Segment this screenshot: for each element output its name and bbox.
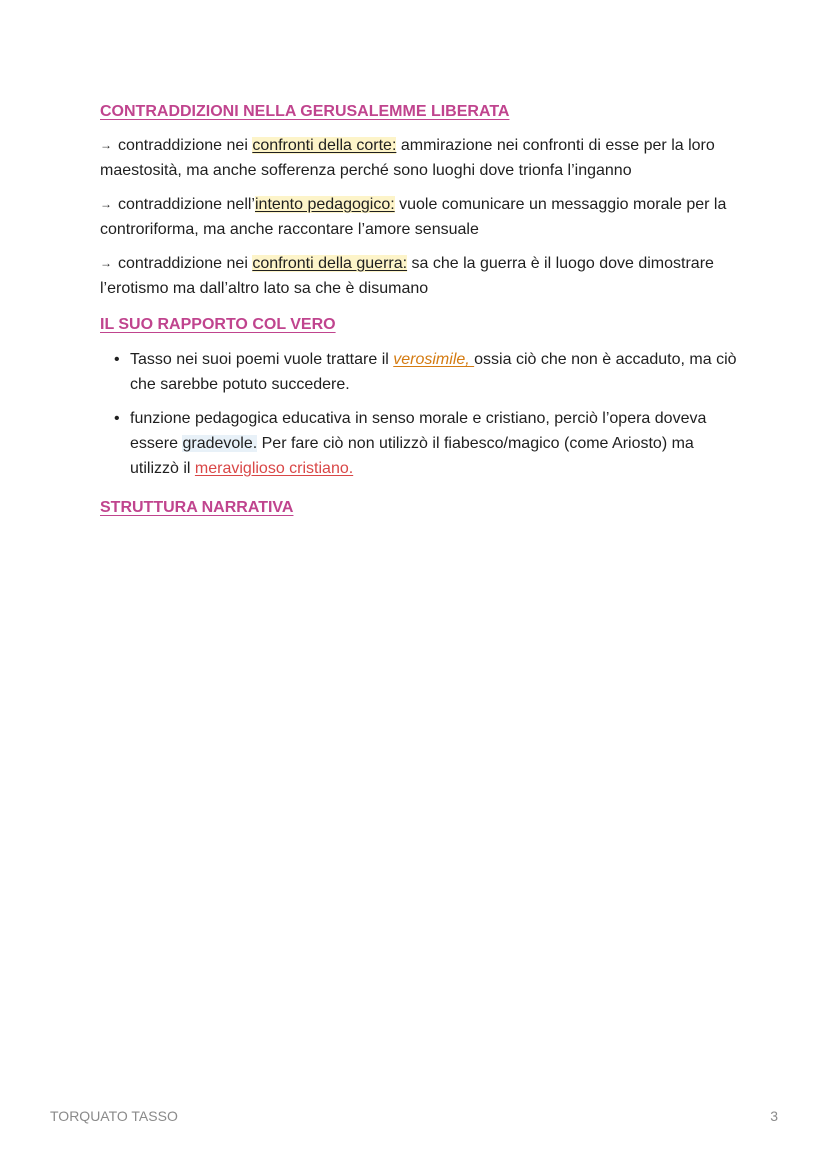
highlight-gradevole: gradevole. bbox=[182, 435, 258, 452]
item-prefix: contraddizione nei bbox=[118, 255, 253, 272]
item-suffix: ossia ciò che non è accaduto, ma ciò che sarebbe potuto succedere. bbox=[130, 351, 737, 393]
item-suffix: ammirazione nei confronti di esse per la loro maestosità, ma anche sofferenza perché sono luoghi dove trionfa l’inganno bbox=[100, 137, 715, 179]
highlight-court: confronti della corte: bbox=[252, 137, 397, 154]
highlight-pedagogy: intento pedagogico: bbox=[254, 196, 395, 213]
bullet-icon: • bbox=[114, 351, 120, 368]
truth-list bbox=[100, 347, 740, 481]
contradiction-item-pedagogy bbox=[100, 192, 740, 242]
item-prefix: contraddizione nell’ bbox=[118, 196, 255, 213]
highlight-war: confronti della guerra: bbox=[252, 255, 408, 272]
item-suffix: sa che la guerra è il luogo dove dimostrare l’erotismo ma dall’altro lato sa che è disumano bbox=[100, 255, 714, 297]
contradiction-item-court bbox=[100, 133, 740, 183]
list-item bbox=[114, 347, 740, 397]
heading-truth: IL SUO RAPPORTO COL VERO bbox=[100, 316, 336, 333]
item-prefix: contraddizione nei bbox=[118, 137, 253, 154]
emphasis-verosimile: verosimile, bbox=[393, 351, 475, 368]
emphasis-meraviglioso: meraviglioso cristiano. bbox=[194, 460, 354, 477]
document-page bbox=[100, 100, 740, 520]
contradiction-item-war bbox=[100, 251, 740, 301]
arrow-icon: → bbox=[100, 197, 112, 211]
list-item bbox=[114, 406, 740, 481]
item-prefix: funzione pedagogica educativa in senso morale e cristiano, perciò l’opera doveva essere bbox=[130, 410, 707, 452]
item-middle: Per fare ciò non utilizzò il fiabesco/magico (come Ariosto) ma utilizzò il bbox=[130, 435, 694, 477]
footer-title: TORQUATO TASSO bbox=[50, 1108, 178, 1124]
item-prefix: Tasso nei suoi poemi vuole trattare il bbox=[130, 351, 394, 368]
item-suffix: vuole comunicare un messaggio morale per la controriforma, ma anche raccontare l’amore sensuale bbox=[100, 196, 727, 238]
arrow-icon: → bbox=[100, 256, 112, 270]
bullet-icon: • bbox=[114, 410, 120, 427]
heading-contradictions: CONTRADDIZIONI NELLA GERUSALEMME LIBERATA bbox=[100, 103, 510, 120]
heading-structure: STRUTTURA NARRATIVA bbox=[100, 499, 294, 516]
page-number: 3 bbox=[770, 1108, 778, 1124]
arrow-icon: → bbox=[100, 138, 112, 152]
